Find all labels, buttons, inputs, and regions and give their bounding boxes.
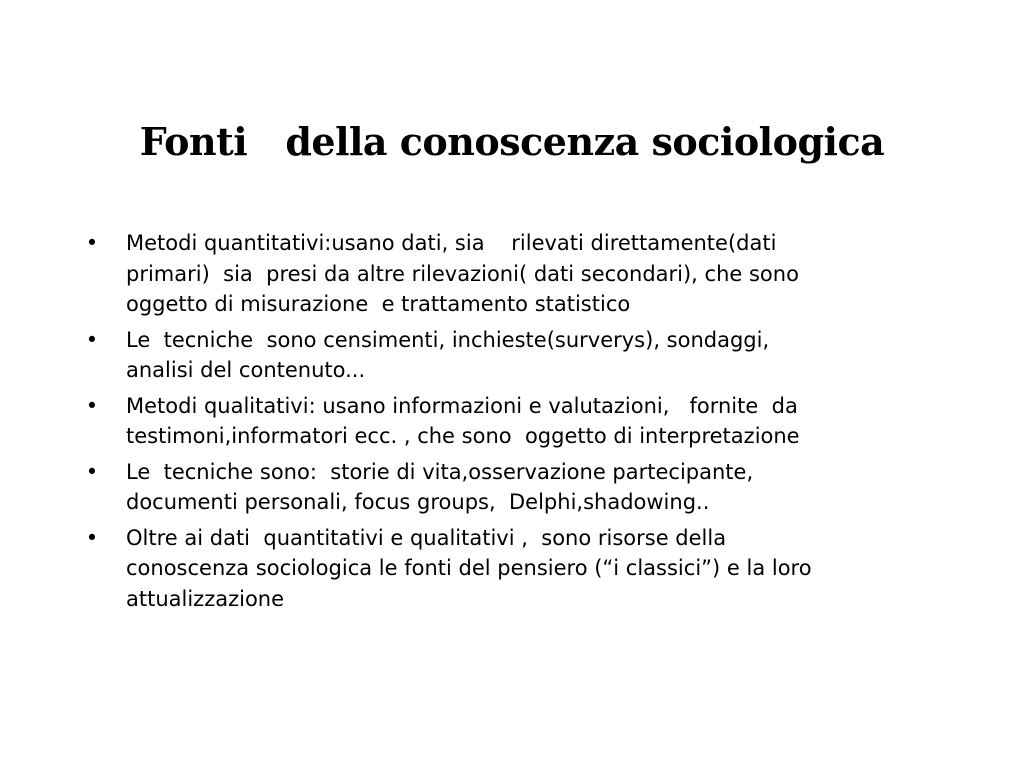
bullet-text-line: primari) sia presi da altre rilevazioni( dati secondari), che sono	[126, 261, 799, 286]
bullet-text-line: documenti personali, focus groups, Delphi,shadowing..	[126, 490, 710, 514]
bullet-text-line: attualizzazione	[126, 586, 285, 611]
bullet-text-line: Metodi qualitativi: usano informazioni e valutazioni, fornite da	[126, 393, 798, 418]
bullet-text-line: Le tecniche sono: storie di vita,osservazione partecipante,	[126, 459, 754, 484]
bullet-item-metodi-quantitativi	[82, 228, 962, 320]
bullet-point: •	[85, 393, 99, 418]
bullet-text-line: Oltre ai dati quantitativi e qualitativi , sono risorse della	[126, 525, 727, 550]
bullet-point: •	[85, 459, 99, 484]
bullet-list	[82, 228, 962, 619]
bullet-item-fonti-del-pensiero	[82, 523, 962, 615]
bullet-point: •	[85, 525, 99, 550]
bullet-item-tecniche-qualitative	[82, 457, 962, 518]
bullet-text-line: oggetto di misurazione e trattamento statistico	[126, 292, 631, 316]
bullet-text-line: Le tecniche sono censimenti, inchieste(surverys), sondaggi,	[126, 327, 770, 352]
bullet-text-line: Metodi quantitativi:usano dati, sia rilevati direttamente(dati	[126, 231, 777, 255]
bullet-text-line: analisi del contenuto...	[126, 358, 366, 382]
bullet-text-line: testimoni,informatori ecc. , che sono oggetto di interpretazione	[126, 424, 800, 448]
bullet-point: •	[85, 231, 99, 255]
slide-title: Fonti della conoscenza sociologica	[139, 119, 885, 164]
bullet-point: •	[85, 327, 99, 352]
bullet-item-metodi-qualitativi	[82, 391, 962, 452]
bullet-item-tecniche-quantitative	[82, 325, 962, 386]
bullet-text-line: conoscenza sociologica le fonti del pensiero (“i classici”) e la loro	[126, 556, 812, 580]
